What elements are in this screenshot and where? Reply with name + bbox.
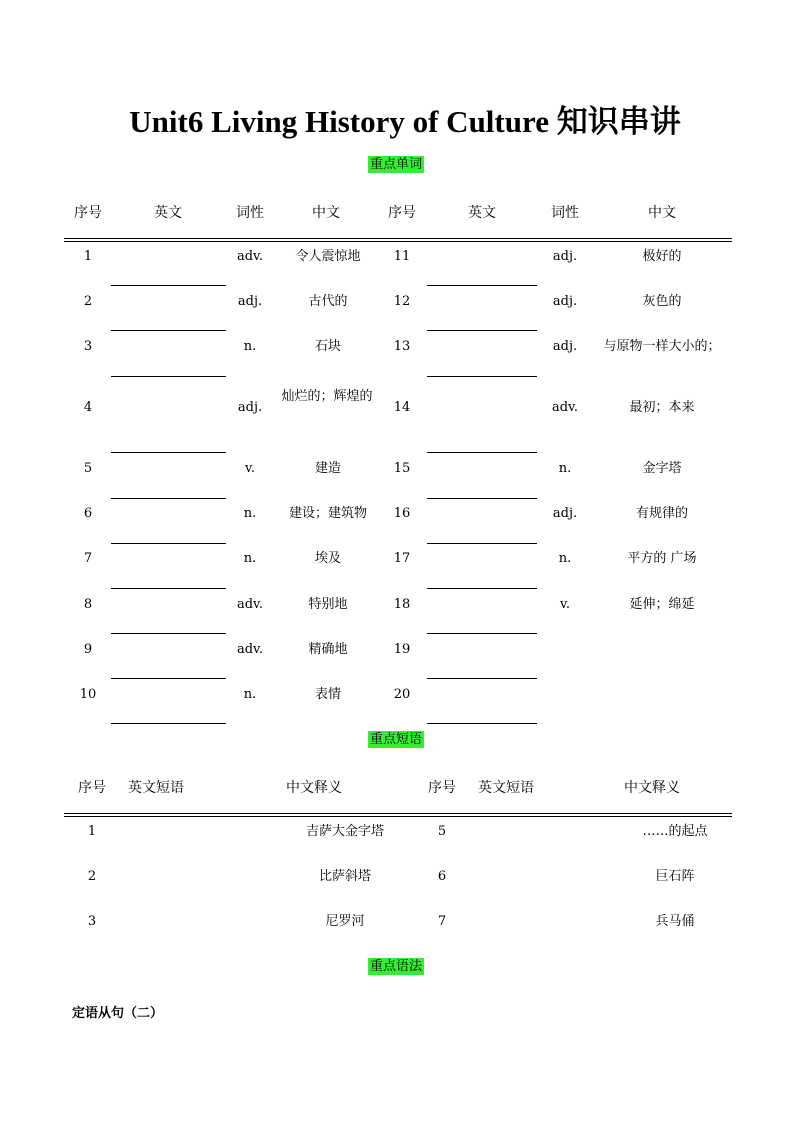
part-of-speech: adv. (236, 597, 263, 612)
answer-blank[interactable] (427, 376, 537, 377)
answer-blank[interactable] (427, 543, 537, 544)
chinese-meaning: 石块 (314, 339, 341, 354)
row-number: 18 (393, 597, 411, 612)
part-of-speech: adv. (236, 642, 263, 657)
chinese-meaning: 巨石阵 (655, 869, 695, 884)
chinese-meaning: 与原物一样大小的； (603, 339, 721, 354)
chinese-meaning: 兵马俑 (655, 914, 695, 929)
row-number: 9 (83, 642, 93, 657)
row-number: 15 (393, 461, 411, 476)
answer-blank[interactable] (427, 285, 537, 286)
row-number: 14 (393, 400, 411, 415)
header-no: 序号 (74, 205, 102, 221)
header-cn-2: 中文 (648, 205, 676, 221)
row-number: 2 (83, 294, 93, 309)
part-of-speech: n. (558, 461, 572, 476)
answer-blank[interactable] (427, 452, 537, 453)
row-number: 17 (393, 551, 411, 566)
answer-blank[interactable] (427, 498, 537, 499)
answer-blank[interactable] (427, 330, 537, 331)
row-number: 6 (83, 506, 93, 521)
chinese-meaning: 比萨斜塔 (318, 869, 371, 884)
chinese-meaning: 延伸；绵延 (629, 597, 695, 612)
header-pos: 词性 (236, 205, 264, 221)
answer-blank[interactable] (427, 588, 537, 589)
row-number: 13 (393, 339, 411, 354)
header-meaning-2: 中文释义 (624, 780, 680, 796)
phrase-section-tag: 重点短语 (370, 732, 423, 747)
row-number: 8 (83, 597, 93, 612)
part-of-speech: adj. (552, 339, 578, 354)
row-number: 10 (79, 687, 97, 702)
row-number: 20 (393, 687, 411, 702)
chinese-meaning: 最初；本来 (629, 400, 695, 415)
chinese-meaning: 灿烂的；辉煌的 (281, 389, 373, 404)
row-number: 19 (393, 642, 411, 657)
row-number: 16 (393, 506, 411, 521)
row-number: 2 (87, 869, 97, 884)
header-no-2: 序号 (388, 205, 416, 221)
row-number: 7 (437, 914, 447, 929)
row-number: 6 (437, 869, 447, 884)
chinese-meaning: 埃及 (314, 551, 341, 566)
answer-blank[interactable] (111, 285, 226, 286)
vocab-section-tag: 重点单词 (370, 157, 423, 172)
row-number: 3 (83, 339, 93, 354)
grammar-heading: 定语从句（二） (72, 1006, 164, 1021)
part-of-speech: v. (560, 597, 570, 612)
chinese-meaning: 有规律的 (635, 506, 688, 521)
part-of-speech: n. (243, 339, 257, 354)
divider (64, 238, 732, 239)
header-no: 序号 (78, 780, 106, 796)
part-of-speech: v. (245, 461, 255, 476)
chinese-meaning: 建设；建筑物 (288, 506, 367, 521)
answer-blank[interactable] (111, 498, 226, 499)
row-number: 12 (393, 294, 411, 309)
part-of-speech: adj. (552, 506, 578, 521)
answer-blank[interactable] (427, 723, 537, 724)
answer-blank[interactable] (111, 376, 226, 377)
divider (64, 241, 732, 242)
answer-blank[interactable] (111, 588, 226, 589)
part-of-speech: adj. (237, 400, 263, 415)
chinese-meaning: 灰色的 (642, 294, 682, 309)
chinese-meaning: 令人震惊地 (295, 249, 361, 264)
answer-blank[interactable] (427, 633, 537, 634)
part-of-speech: n. (243, 506, 257, 521)
chinese-meaning: 尼罗河 (325, 914, 365, 929)
chinese-meaning: 极好的 (642, 249, 682, 264)
chinese-meaning: 特别地 (308, 597, 348, 612)
part-of-speech: adv. (236, 249, 263, 264)
grammar-section-tag: 重点语法 (370, 959, 423, 974)
row-number: 5 (83, 461, 93, 476)
chinese-meaning: 古代的 (308, 294, 348, 309)
answer-blank[interactable] (111, 543, 226, 544)
header-meaning: 中文释义 (286, 780, 342, 796)
chinese-meaning: 精确地 (308, 642, 348, 657)
answer-blank[interactable] (427, 678, 537, 679)
chinese-meaning: 金字塔 (642, 461, 682, 476)
row-number: 1 (83, 249, 93, 264)
answer-blank[interactable] (111, 723, 226, 724)
page-title: Unit6 Living History of Culture 知识串讲 (129, 104, 681, 139)
header-no-2: 序号 (428, 780, 456, 796)
answer-blank[interactable] (111, 452, 226, 453)
answer-blank[interactable] (111, 678, 226, 679)
chinese-meaning: 吉萨大金字塔 (305, 824, 384, 839)
row-number: 4 (83, 400, 93, 415)
divider (64, 813, 732, 814)
chinese-meaning: 表情 (314, 687, 341, 702)
divider (64, 816, 732, 817)
part-of-speech: adj. (552, 249, 578, 264)
part-of-speech: adj. (237, 294, 263, 309)
row-number: 11 (393, 249, 411, 264)
part-of-speech: n. (243, 687, 257, 702)
answer-blank[interactable] (111, 330, 226, 331)
part-of-speech: n. (558, 551, 572, 566)
header-phrase: 英文短语 (128, 780, 184, 796)
part-of-speech: adv. (551, 400, 578, 415)
header-phrase-2: 英文短语 (478, 780, 534, 796)
row-number: 7 (83, 551, 93, 566)
part-of-speech: adj. (552, 294, 578, 309)
header-en: 英文 (154, 205, 182, 221)
header-en-2: 英文 (468, 205, 496, 221)
row-number: 5 (437, 824, 447, 839)
header-pos-2: 词性 (551, 205, 579, 221)
chinese-meaning: ……的起点 (642, 824, 708, 839)
part-of-speech: n. (243, 551, 257, 566)
chinese-meaning: 平方的 广场 (627, 551, 697, 566)
row-number: 3 (87, 914, 97, 929)
chinese-meaning: 建造 (314, 461, 341, 476)
row-number: 1 (87, 824, 97, 839)
header-cn: 中文 (312, 205, 340, 221)
answer-blank[interactable] (111, 633, 226, 634)
